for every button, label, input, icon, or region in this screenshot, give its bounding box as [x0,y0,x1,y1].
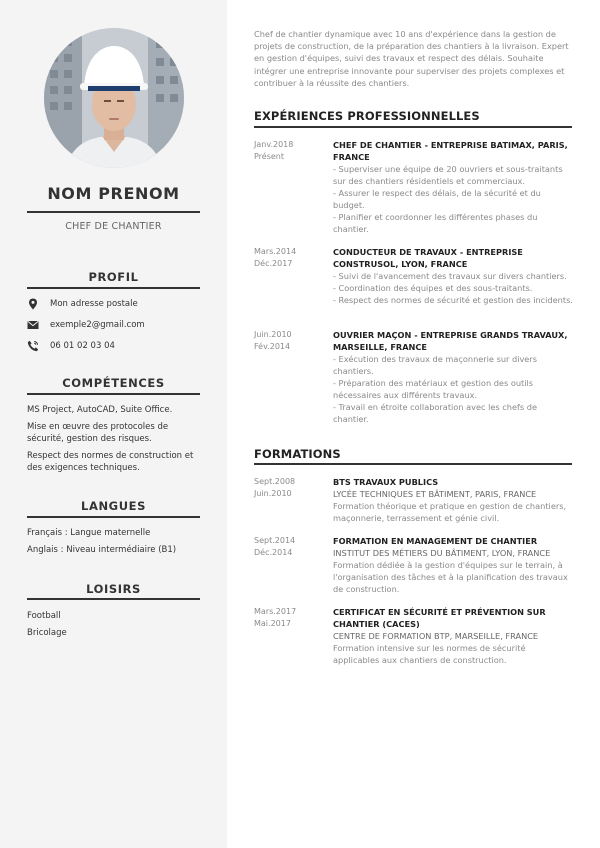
formation-entry [333,535,573,595]
loisir-item: Football [27,611,61,621]
formation-dates [254,606,324,630]
competence-item: Respect des normes de construction et des exigences techniques. [27,451,194,473]
langues-heading: LANGUES [81,499,146,513]
date-start: Janv.2018 [254,140,294,149]
formation-title: CERTIFICAT EN SÉCURITÉ ET PRÉVENTION SUR CHANTIER (CACES) [333,607,546,629]
date-end: Déc.2014 [254,548,293,557]
formation-description: Formation théorique et pratique en gestion de chantiers, maçonnerie, terrassement et génie civil. [333,501,567,523]
experience-description: - Suivi de l'avancement des travaux sur divers chantiers. - Coordination des équipes et des sous-traitants. - Respect des normes de sécurité et gestion des incidents. [333,271,573,305]
date-end: Déc.2017 [254,259,293,268]
formation-title: BTS TRAVAUX PUBLICS [333,477,439,487]
location-pin-icon [27,298,39,310]
loisirs-heading: LOISIRS [86,582,141,596]
contact-phone[interactable] [27,340,200,354]
experience-dates [254,246,324,270]
formation-entry [333,476,573,524]
envelope-icon [27,319,39,331]
address-text: Mon adresse postale [50,299,138,309]
experience-dates [254,139,324,163]
formation-school: CENTRE DE FORMATION BTP, MARSEILLE, FRANCE [333,631,539,641]
formation-school: INSTITUT DES MÉTIERS DU BÂTIMENT, LYON, FRANCE [333,548,551,558]
phone-text[interactable]: 06 01 02 03 04 [50,341,115,351]
experiences-heading: EXPÉRIENCES PROFESSIONNELLES [254,109,480,123]
date-start: Sept.2008 [254,477,296,486]
profile-photo [44,28,184,168]
langue-item: Français : Langue maternelle [27,528,151,538]
experience-title: CONDUCTEUR DE TRAVAUX - ENTREPRISE CONSTRUSOL, LYON, FRANCE [333,247,523,269]
date-end: Mai.2017 [254,619,291,628]
experience-title: OUVRIER MAÇON - ENTREPRISE GRANDS TRAVAUX, MARSEILLE, FRANCE [333,330,568,352]
langues-divider [27,516,200,518]
formations-heading: FORMATIONS [254,447,341,461]
experience-title: CHEF DE CHANTIER - ENTREPRISE BATIMAX, PARIS, FRANCE [333,140,568,162]
experience-description: - Superviser une équipe de 20 ouvriers et sous-traitants sur des chantiers résidentiels et commerciaux. - Assurer le respect des délais, de la sécurité et du budget. - Planifier et coordonner les différentes phases du chantier. [333,164,563,234]
date-end: Fév.2014 [254,342,291,351]
formation-description: Formation dédiée à la gestion d'équipes sur le terrain, à l'organisation des tâches et à la planification des travaux de construction. [333,560,568,594]
experience-entry [333,329,573,425]
competence-item: MS Project, AutoCAD, Suite Office. [27,405,173,415]
experience-description: - Exécution des travaux de maçonnerie sur divers chantiers. - Préparation des matériaux et gestion des outils nécessaires aux différents travaux. - Travail en étroite collaboration avec les chefs de chantier. [333,354,537,424]
experience-entry [333,246,573,306]
date-start: Mars.2014 [254,247,297,256]
date-start: Sept.2014 [254,536,296,545]
langue-item: Anglais : Niveau intermédiaire (B1) [27,545,177,555]
formation-dates [254,535,324,559]
formation-school: LYCÉE TECHNIQUES ET BÂTIMENT, PARIS, FRANCE [333,489,537,499]
date-start: Juin.2010 [254,330,292,339]
email-text[interactable]: exemple2@gmail.com [50,320,145,330]
full-name: NOM PRENOM [47,184,180,203]
date-end: Juin.2010 [254,489,292,498]
job-title: CHEF DE CHANTIER [65,221,162,232]
phone-icon [27,340,39,352]
date-end: Présent [254,152,285,161]
profil-divider [27,287,200,289]
name-divider [27,211,200,213]
loisirs-divider [27,598,200,600]
contact-address [27,298,200,312]
competence-item: Mise en œuvre des protocoles de sécurité, gestion des risques. [27,422,169,444]
formation-dates [254,476,324,500]
competences-divider [27,393,200,395]
profile-summary: Chef de chantier dynamique avec 10 ans d'expérience dans la gestion de projets de construction, de la préparation des chantiers à la livraison. Expert en gestion d'équipes, suivi des travaux et respect des délais. Souhaite intégrer une entreprise innovante pour superviser des projets complexes et contribuer à la réussite des chantiers. [254,29,569,88]
loisir-item: Bricolage [27,628,67,638]
profil-heading: PROFIL [88,270,139,284]
formation-entry [333,606,573,666]
sidebar [0,0,227,848]
competences-heading: COMPÉTENCES [62,376,165,390]
date-start: Mars.2017 [254,607,297,616]
formation-description: Formation intensive sur les normes de sécurité applicables aux chantiers de construction. [333,643,526,665]
experience-entry [333,139,573,235]
formation-title: FORMATION EN MANAGEMENT DE CHANTIER [333,536,538,546]
formations-divider [254,463,572,465]
contact-email[interactable] [27,319,200,333]
experiences-divider [254,126,572,128]
experience-dates [254,329,324,353]
